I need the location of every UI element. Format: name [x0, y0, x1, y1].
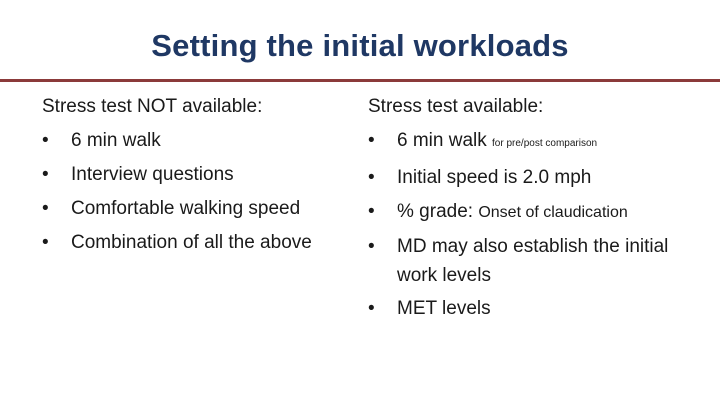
bullet-icon: •: [42, 130, 49, 151]
list-item: [368, 195, 698, 230]
list-item-text: % grade:: [397, 201, 474, 222]
list-item-text: Combination of all the above: [71, 232, 312, 253]
list-item-text: 6 min walk: [397, 130, 487, 151]
left-column-heading: Stress test NOT available:: [42, 96, 263, 117]
list-item: [42, 192, 342, 226]
list-item-text: MET levels: [397, 298, 491, 319]
list-item: [42, 158, 342, 192]
slide-title: Setting the initial workloads: [151, 28, 569, 63]
bullet-icon: •: [42, 164, 49, 185]
right-bullet-list: [368, 124, 698, 326]
list-item-text: Interview questions: [71, 164, 234, 185]
bullet-icon: •: [42, 232, 49, 253]
list-item-note: for pre/post comparison: [492, 138, 598, 149]
list-item-text: MD may also establish the initial work levels: [397, 236, 669, 286]
list-item: [368, 161, 698, 195]
bullet-icon: •: [368, 130, 375, 151]
title-divider: [0, 79, 720, 82]
list-item-text: 6 min walk: [71, 130, 161, 151]
list-item-text: Comfortable walking speed: [71, 198, 301, 219]
bullet-icon: •: [368, 167, 375, 188]
bullet-icon: •: [42, 198, 49, 219]
list-item: [368, 124, 698, 161]
list-item-text: Initial speed is 2.0 mph: [397, 167, 592, 188]
list-item: [42, 124, 342, 158]
list-item: [42, 226, 342, 259]
list-item: [368, 292, 698, 326]
right-column-heading: Stress test available:: [368, 96, 544, 117]
bullet-icon: •: [368, 298, 375, 319]
bullet-icon: •: [368, 236, 375, 257]
list-item: [368, 230, 698, 292]
left-bullet-list: [42, 124, 342, 259]
list-item-note: Onset of claudication: [478, 204, 628, 221]
right-column: [368, 90, 698, 326]
bullet-icon: •: [368, 201, 375, 222]
left-column: [42, 90, 342, 259]
